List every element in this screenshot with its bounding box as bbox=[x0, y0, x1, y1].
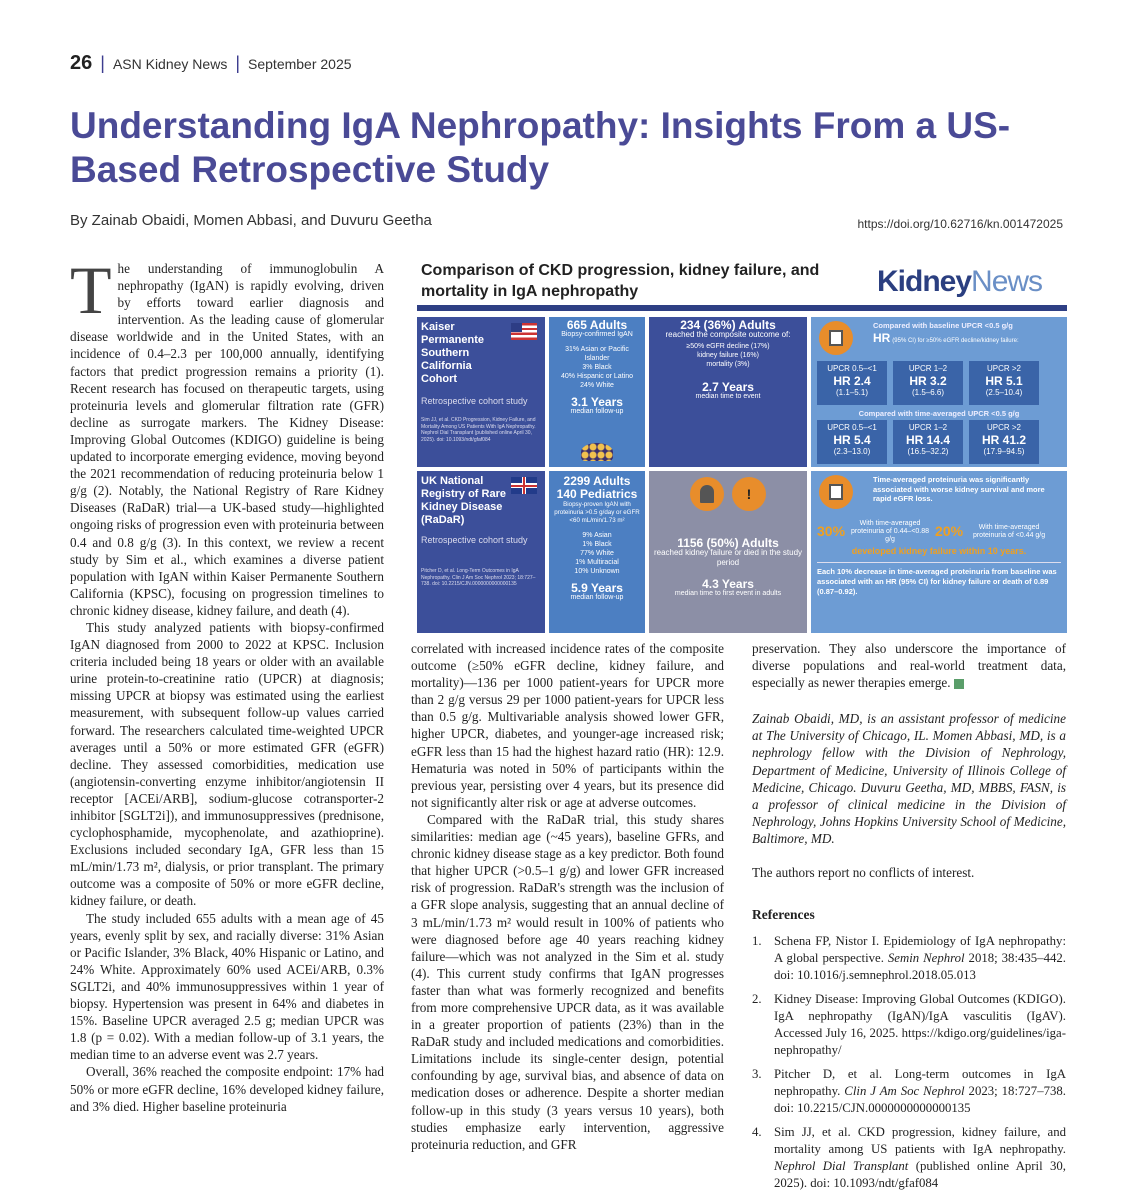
page-number: 26 bbox=[70, 52, 93, 74]
reference-item: 1. Schena FP, Nistor I. Epidemiology of IgA nephropathy: A global perspective. Semin Nephrol 2018; 38:435–442. doi: 10.1016/j.semnephrol.2018.05.013 bbox=[752, 934, 1067, 982]
uk-time-to-event: 4.3 Years bbox=[702, 577, 754, 591]
hr-label: HR bbox=[873, 331, 891, 345]
uk-cohort-box bbox=[417, 471, 545, 633]
uk-cohort-name: UK National Registry of Rare Kidney Disease (RaDaR) bbox=[421, 475, 506, 526]
uk-outcome-box bbox=[649, 471, 807, 633]
author-bio: Zainab Obaidi, MD, is an assistant professor of medicine at The University of Chicago, IL. Momen Abbasi, MD, is a nephrology fellow with the Division of Nephrology, Department of Medicine, University of Illinois College of Medicine, Chicago. Duvuru Geetha, MD, MBBS, FASN, is a professor of clinical medicine in the Division of Nephrology, Johns Hopkins University School of Medicine, Baltimore, MD. bbox=[752, 711, 1066, 846]
document-icon bbox=[819, 321, 853, 355]
uk-followup-label: median follow-up bbox=[570, 594, 624, 601]
document-icon bbox=[819, 475, 853, 509]
hr-time-averaged-row bbox=[817, 420, 1039, 464]
pct-30-label: With time-averaged proteinuria of 0.44–<0.88 g/g bbox=[851, 519, 930, 543]
pct-30: 30% bbox=[817, 523, 846, 539]
kp-time-label: median time to event bbox=[695, 393, 761, 400]
byline: By Zainab Obaidi, Momen Abbasi, and Duvuru Geetha bbox=[70, 212, 432, 229]
pct-20: 20% bbox=[935, 523, 964, 539]
references-heading: References bbox=[752, 907, 815, 922]
time-averaged-panel bbox=[811, 471, 1067, 633]
kp-citation: Sim JJ, et al. CKD Progression, Kidney Failure, and Mortality Among US Patients With IgA Nephropathy. Nephrol Dial Transplant (published online April 30, 2025). doi: 10.1093/ndt/gfaf084 bbox=[421, 417, 536, 443]
header-divider: | bbox=[235, 53, 241, 73]
paragraph: The study included 655 adults with a mean age of 45 years, evenly split by sex, and racially diverse: 31% Asian or Pacific Islander, 3% Black, 40% Hispanic or Latino, and 24% White. Approximately 60% used ACEi/ARB, 0.3% SGLT2i, and 40% immunosuppressives within 1 year of biopsy. Hypertension was present in 64% and diabetes in 15%. Baseline UPCR averaged 2.5 g; median UPCR was 1.8 (p = 0.02). With a median follow-up of 3.1 years, the median time to an adverse event was 2.7 years. bbox=[70, 910, 384, 1063]
paragraph-text: he understanding of immunoglobulin A nephropathy (IgAN) is rapidly evolving, driven by efforts toward earlier diagnosis and intervention. As the leading cause of glomerular disease worldwide and in the United States, with an incidence of 0.4–2.3 per 100,000 annually, identifying factors that predict progression remains a priority (1). Recent research has focused on therapeutic targets, using proteinuria levels and glomerular filtration rate (GFR) decline as surrogate markers. The Kidney Disease: Improving Global Outcomes (KDIGO) guideline is being updated to incorporate emerging evidence, moving beyond the 2021 recommendation of reducing proteinuria below 1 g/g (2). Notably, the National Registry of Rare Kidney Diseases (RaDaR) trial—a UK-based study—highlighted ongoing risks of progression even with proteinuria between 0.4 and 0.8 g/g (3). In this context, we review a recent study by Sim et al., which examines a diverse patient population with IgAN within Kaiser Permanente Southern California (KPSC), focusing on progression timelines to chronic kidney disease, kidney failure, and death (4). bbox=[70, 261, 384, 618]
infographic bbox=[407, 255, 1070, 635]
us-flag-icon bbox=[511, 323, 537, 340]
uk-citation: Pitcher D, et al. Long-Term Outcomes in IgA Nephropathy. Clin J Am Soc Nephrol 2023; 18:727–738. doi: 10.2215/CJN.0000000000000135 bbox=[421, 568, 536, 587]
pct-20-label: With time-averaged proteinuria of <0.44 g/g bbox=[972, 523, 1046, 539]
uk-population-count: 2299 Adults 140 Pediatrics bbox=[556, 474, 638, 501]
time-averaged-finding: Time-averaged proteinuria was significantly associated with worse kidney survival and more rapid eGFR loss. bbox=[873, 475, 1045, 503]
column-3 bbox=[752, 640, 1066, 881]
per-10pct-finding: Each 10% decrease in time-averaged proteinuria from baseline was associated with an HR (95% CI) for kidney failure or death of 0.89 (0.87–0.92). bbox=[817, 562, 1061, 597]
kp-followup-label: median follow-up bbox=[570, 408, 624, 415]
issue-date: September 2025 bbox=[248, 55, 352, 72]
reference-item: 4. Sim JJ, et al. CKD progression, kidney failure, and mortality among US patients with IgA nephropathy. Nephrol Dial Transplant (published online April 30, 2025). doi: 10.1093/ndt/gfaf084 bbox=[752, 1125, 1066, 1190]
references bbox=[752, 906, 1066, 1199]
hazard-ratio-panel bbox=[811, 317, 1067, 467]
conflict-statement: The authors report no conflicts of interest. bbox=[752, 865, 975, 881]
kp-cohort-box bbox=[417, 317, 545, 467]
title-rest: Insights From a US-Based Retrospective Study bbox=[70, 105, 1011, 190]
header-divider: | bbox=[100, 53, 105, 73]
page-header bbox=[70, 52, 352, 75]
uk-outcome-desc: reached kidney failure or died in the study period bbox=[653, 548, 803, 567]
publication-name: ASN Kidney News bbox=[112, 55, 228, 72]
people-group-icon bbox=[581, 443, 613, 461]
doi-link[interactable]: https://doi.org/10.62716/kn.001472025 bbox=[857, 217, 1063, 231]
hr-cell: UPCR 1–2 HR 3.2 (1.5–6.6) bbox=[893, 361, 963, 405]
paragraph bbox=[70, 252, 384, 619]
kp-time-to-event: 2.7 Years bbox=[702, 380, 754, 394]
kp-cohort-name: Kaiser Permanente Southern California Cohort bbox=[421, 321, 484, 385]
hr-time-averaged-heading: Compared with time-averaged UPCR <0.5 g/g bbox=[858, 409, 1020, 418]
kp-outcome-desc: reached the composite outcome of: bbox=[665, 330, 791, 339]
hr-baseline-heading: Compared with baseline UPCR <0.5 g/g bbox=[873, 321, 1013, 330]
uk-flag-icon bbox=[511, 477, 537, 494]
kidney-news-logo: KidneyNews bbox=[877, 265, 1043, 298]
hr-cell: UPCR 1–2 HR 14.4 (16.5–32.2) bbox=[893, 420, 963, 464]
column-1 bbox=[70, 252, 384, 1115]
hr-cell: UPCR >2 HR 5.1 (2.5–10.4) bbox=[969, 361, 1039, 405]
uk-study-type: Retrospective cohort study bbox=[421, 535, 528, 545]
hr-label-desc: (95% CI) for ≥50% eGFR decline/kidney failure: bbox=[892, 338, 1019, 344]
end-mark-icon bbox=[954, 679, 964, 689]
kp-race-breakdown: 31% Asian or Pacific Islander 3% Black 40% Hispanic or Latino 24% White bbox=[561, 346, 633, 389]
kp-outcome-count: 234 (36%) Adults bbox=[680, 318, 776, 332]
kp-followup: 3.1 Years bbox=[571, 395, 623, 409]
hr-cell: UPCR >2 HR 41.2 (17.9–94.5) bbox=[969, 420, 1039, 464]
paragraph: preservation. They also underscore the importance of diverse populations and real-world treatment data, especially as newer therapies emerge. bbox=[752, 641, 1066, 691]
kidney-failure-10yr: developed kidney failure within 10 years. bbox=[851, 545, 1027, 556]
hr-cell: UPCR 0.5–<1 HR 2.4 (1.1–5.1) bbox=[817, 361, 887, 405]
kp-population-count: 665 Adults bbox=[566, 318, 628, 332]
tombstone-icon bbox=[690, 477, 724, 511]
paragraph: This study analyzed patients with biopsy-confirmed IgAN diagnosed from 2000 to 2022 at KPSC. Inclusion criteria included being 18 years or older with an available urine protein-to-creatinine ratio (UPCR) at diagnosis; missing UPCR at biopsy was estimated using the earliest measurement, with subsequent follow-up values carried forward. The researchers calculated time-weighted UPCR averages until a 50% or more estimated GFR (eGFR) decline. They assessed comorbidities, medication use (angiotensin-converting enzyme inhibitor/angiotensin II receptor [ACEi/ARB], sodium-glucose cotransporter-2 inhibitor [SGLT2i]), and immunosuppressives (prednisone, cyclophosphamide, mycophenolate, and azathioprine). Exclusions included secondary IgA, GFR less than 15 mL/min/1.73 m², dialysis, or prior transplant. The primary outcome was a composite of 50% or more eGFR decline, kidney failure, or death. bbox=[70, 619, 384, 909]
kp-study-type: Retrospective cohort study bbox=[421, 396, 528, 406]
title-rule bbox=[417, 305, 1067, 311]
hr-baseline-row bbox=[817, 361, 1039, 405]
article-title bbox=[70, 104, 1030, 192]
kp-outcome-list: ≥50% eGFR decline (17%) kidney failure (16%) mortality (3%) bbox=[686, 343, 770, 368]
paragraph: correlated with increased incidence rates of the composite outcome (≥50% eGFR decline, kidney failure, and mortality)—136 per 1000 patient-years for UPCR more than 2 g/g versus 29 per 1000 patient-years for UPCR less than 0.5 g/g. Multivariable analysis showed lower GFR, higher UPCR, diabetes, and younger-age increased risk; eGFR less than 15 had the highest hazard ratio (HR): 12.9. Hematuria was noted in 50% of participants within the previous year, persisting over 4 years, but its presence did not significantly alter risk or age at adverse outcomes. bbox=[411, 641, 724, 810]
column-2 bbox=[411, 640, 724, 1153]
uk-time-label: median time to first event in adults bbox=[674, 590, 782, 597]
paragraph: Compared with the RaDaR trial, this study shares similarities: median age (~45 years), baseline GFRs, and chronic kidney disease stage as a key predictor. Both found that higher UPCR (>0.5–1 g/g) and lower GFR increased risk of progression. RaDaR's strength was the inclusion of a GFR slope analysis, suggesting that an annual decline of 3 mL/min/1.73 m² would result in 100% of patients who were diagnosed before age 40 years reaching kidney failure—which was not analyzed in the Sim et al. study (4). This current study confirms that IgAN progresses faster than what was formerly recognized and benefits from more comprehensive UPCR data, as it was available in a greater proportion of patients (23%) than in the RaDaR study and included medications and comorbidities. Limitations include its single-center design, potential confounding by age, survival bias, and absence of data on medication doses or adherence. Despite a shorter median follow-up in this study (3 years versus 10 years), both studies emphasize early intervention, aggressive proteinuria reduction, and GFR bbox=[411, 811, 724, 1152]
uk-race-breakdown: 9% Asian 1% Black 77% White 1% Multiracial 10% Unknown bbox=[574, 532, 620, 575]
reference-item: 3. Pitcher D, et al. Long-term outcomes in IgA nephropathy. Clin J Am Soc Nephrol 2023; 18:727–738. doi: 10.2215/CJN.0000000000000135 bbox=[752, 1067, 1067, 1115]
drop-cap: T bbox=[70, 252, 112, 328]
hr-cell: UPCR 0.5–<1 HR 5.4 (2.3–13.0) bbox=[817, 420, 887, 464]
uk-population-desc: Biopsy-proven IgAN with proteinuria >0.5 g/day or eGFR <60 mL/min/1.73 m² bbox=[554, 501, 640, 524]
infographic-title: Comparison of CKD progression, kidney failure, and mortality in IgA nephropathy bbox=[421, 262, 820, 300]
reference-item: 2. Kidney Disease: Improving Global Outcomes (KDIGO). IgA nephropathy (IgAN)/IgA vasculitis (IgAV). Accessed July 16, 2025. https://kdigo.org/guidelines/iga-nephropathy/ bbox=[752, 992, 1066, 1057]
kidney-alert-icon: ! bbox=[732, 477, 766, 511]
uk-outcome-count: 1156 (50%) Adults bbox=[677, 536, 779, 550]
kp-population-box bbox=[549, 317, 645, 467]
kp-population-desc: Biopsy-confirmed IgAN bbox=[561, 331, 633, 338]
paragraph: Overall, 36% reached the composite endpoint: 17% had 50% or more eGFR decline, 16% developed kidney failure, and 3% died. Higher baseline proteinuria bbox=[70, 1064, 384, 1114]
uk-followup: 5.9 Years bbox=[571, 581, 623, 595]
title-bold: Understanding IgA Nephropathy: bbox=[70, 105, 651, 146]
kp-outcome-box bbox=[649, 317, 807, 467]
uk-population-box bbox=[549, 471, 645, 633]
